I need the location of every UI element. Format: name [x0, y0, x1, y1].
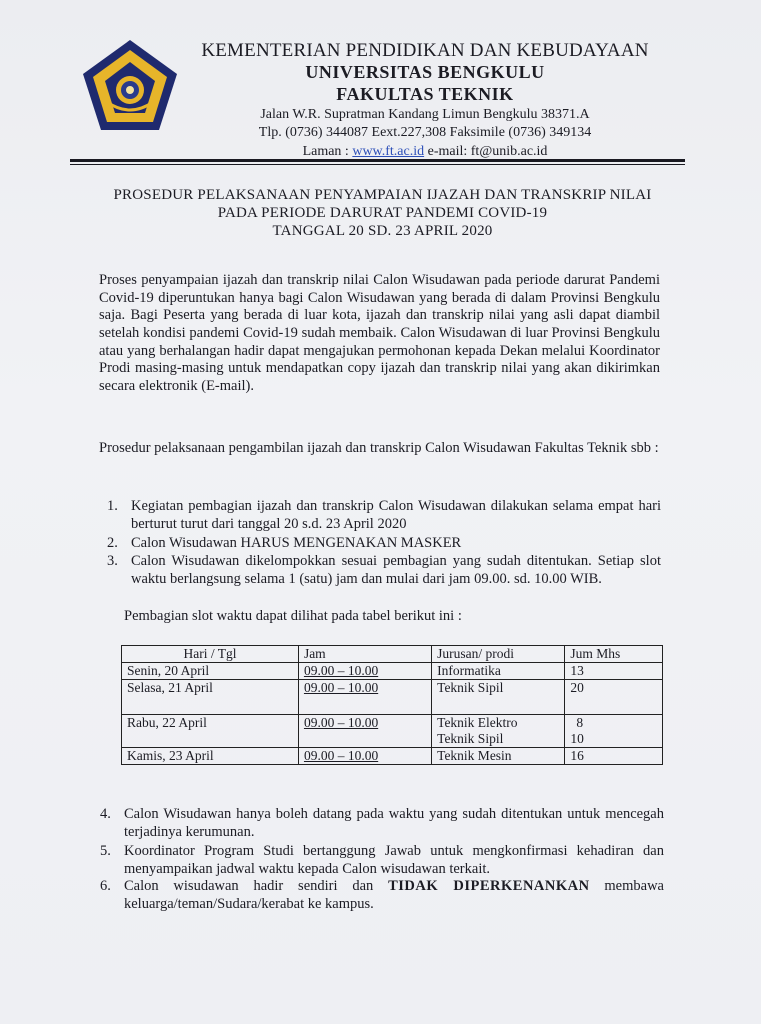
- count-entry: 8: [576, 715, 584, 730]
- intro-paragraph: Proses penyampaian ijazah dan transkrip nilai Calon Wisudawan pada periode darurat Pandemi Covid-19 diperuntukan hanya bagi Calon Wisudawan yang berada di dalam Provinsi Bengkulu saja. Bagi Peserta yang berada di luar kota, ijazah dan transkrip nilai yang asli dapat diambil setelah kondisi pandemi Covid-19 sudah membaik. Calon Wisudawan di luar Provinsi Bengkulu atau yang berhalangan hadir dapat mengajukan permohonan kepada Dekan melalui Koordinator Prodi masing-masing untuk mendapatkan copy ijazah dan transkrip nilai yang akan dikirimkan secara elektronik (E-mail).: [99, 272, 660, 395]
- table-row: [122, 748, 663, 765]
- emphasis-text: TIDAK DIPERKENANKAN: [388, 878, 590, 894]
- list-item-number: 2.: [107, 535, 118, 551]
- table-cell-day: Senin, 20 April: [122, 663, 299, 680]
- list-item: [100, 878, 664, 913]
- table-cell-count: [565, 715, 663, 748]
- procedure-intro-paragraph: Prosedur pelaksanaan pengambilan ijazah dan transkrip Calon Wisudawan Fakultas Teknik sbb :: [99, 440, 659, 456]
- table-cell-prodi: Teknik Mesin: [432, 748, 565, 765]
- list-item-text: Calon wisudawan hadir sendiri dan: [124, 878, 389, 894]
- table-row: [122, 680, 663, 715]
- table-row: [122, 663, 663, 680]
- table-cell-time: 09.00 – 10.00: [298, 663, 431, 680]
- list-item-number: 5.: [100, 843, 111, 859]
- address-line: Jalan W.R. Supratman Kandang Limun Bengkulu 38371.A: [260, 106, 590, 122]
- email-text: e-mail: ft@unib.ac.id: [424, 143, 548, 159]
- university-name: UNIVERSITAS BENGKULU: [305, 62, 545, 83]
- table-cell-count: 16: [565, 748, 663, 765]
- schedule-table: [121, 645, 663, 765]
- column-header-count: Jum Mhs: [565, 646, 663, 663]
- list-item-number: 4.: [100, 806, 111, 822]
- column-header-prodi: Jurusan/ prodi: [432, 646, 565, 663]
- document-title: [80, 186, 685, 240]
- table-cell-day: Kamis, 23 April: [122, 748, 299, 765]
- list-item-text: Kegiatan pembagian ijazah dan transkrip Calon Wisudawan dilakukan selama empat hari berturut turut dari tanggal 20 s.d. 23 April 2020: [131, 498, 661, 532]
- column-header-day: Hari / Tgl: [122, 646, 299, 663]
- table-cell-day: Rabu, 22 April: [122, 715, 299, 748]
- table-row: [122, 715, 663, 748]
- university-logo-icon: [80, 38, 180, 134]
- table-header-row: [122, 646, 663, 663]
- column-header-time: Jam: [298, 646, 431, 663]
- count-entry: 10: [570, 731, 584, 746]
- table-cell-count: 20: [565, 680, 663, 715]
- ministry-name: KEMENTERIAN PENDIDIKAN DAN KEBUDAYAAN: [201, 40, 649, 61]
- list-item: [100, 843, 664, 878]
- list-item: [107, 535, 661, 553]
- list-item-text: Koordinator Program Studi bertanggung Jawab untuk mengkonfirmasi kehadiran dan menyampaikan jadwal waktu kepada Calon wisudawan terkait.: [124, 843, 664, 877]
- list-item-text: Calon Wisudawan hanya boleh datang pada waktu yang sudah ditentukan untuk mencegah terjadinya kerumunan.: [124, 806, 664, 840]
- list-item: [100, 806, 664, 841]
- table-cell-time: 09.00 – 10.00: [298, 680, 431, 715]
- title-line-2: PADA PERIODE DARURAT PANDEMI COVID-19: [217, 205, 548, 221]
- table-cell-time: 09.00 – 10.00: [298, 748, 431, 765]
- title-line-3: TANGGAL 20 SD. 23 APRIL 2020: [272, 223, 493, 239]
- phone-line: Tlp. (0736) 344087 Eext.227,308 Faksimile (0736) 349134: [258, 125, 592, 141]
- letterhead-divider-thin: [70, 164, 685, 165]
- faculty-name: FAKULTAS TEKNIK: [336, 83, 514, 104]
- web-email-line: [195, 144, 655, 161]
- prodi-entry: Teknik Sipil: [437, 731, 504, 746]
- table-intro-text: Pembagian slot waktu dapat dilihat pada tabel berikut ini :: [124, 608, 462, 624]
- title-line-1: PROSEDUR PELAKSANAAN PENYAMPAIAN IJAZAH DAN TRANSKRIP NILAI: [113, 187, 652, 203]
- table-cell-day: Selasa, 21 April: [122, 680, 299, 715]
- letterhead: [195, 40, 655, 160]
- table-cell-time: 09.00 – 10.00: [298, 715, 431, 748]
- prodi-entry: Teknik Elektro: [437, 715, 518, 730]
- web-label: Laman :: [302, 143, 353, 159]
- letterhead-divider: [70, 159, 685, 162]
- table-cell-prodi: Teknik Sipil: [432, 680, 565, 715]
- list-item-text: membawa keluarga/teman/Sudara/kerabat ke kampus.: [124, 878, 664, 912]
- list-item: [107, 498, 661, 533]
- list-item-number: 1.: [107, 498, 118, 514]
- table-cell-count: 13: [565, 663, 663, 680]
- table-cell-prodi: Informatika: [432, 663, 565, 680]
- list-item-text: Calon Wisudawan HARUS MENGENAKAN MASKER: [131, 535, 462, 551]
- table-cell-prodi: [432, 715, 565, 748]
- list-item-number: 6.: [100, 878, 111, 894]
- list-item-number: 3.: [107, 553, 118, 569]
- list-item: [107, 553, 661, 588]
- list-item-text: Calon Wisudawan dikelompokkan sesuai pembagian yang sudah ditentukan. Setiap slot waktu berlangsung selama 1 (satu) jam dan mulai dari jam 09.00. sd. 10.00 WIB.: [131, 553, 661, 587]
- website-link[interactable]: www.ft.ac.id: [352, 143, 425, 159]
